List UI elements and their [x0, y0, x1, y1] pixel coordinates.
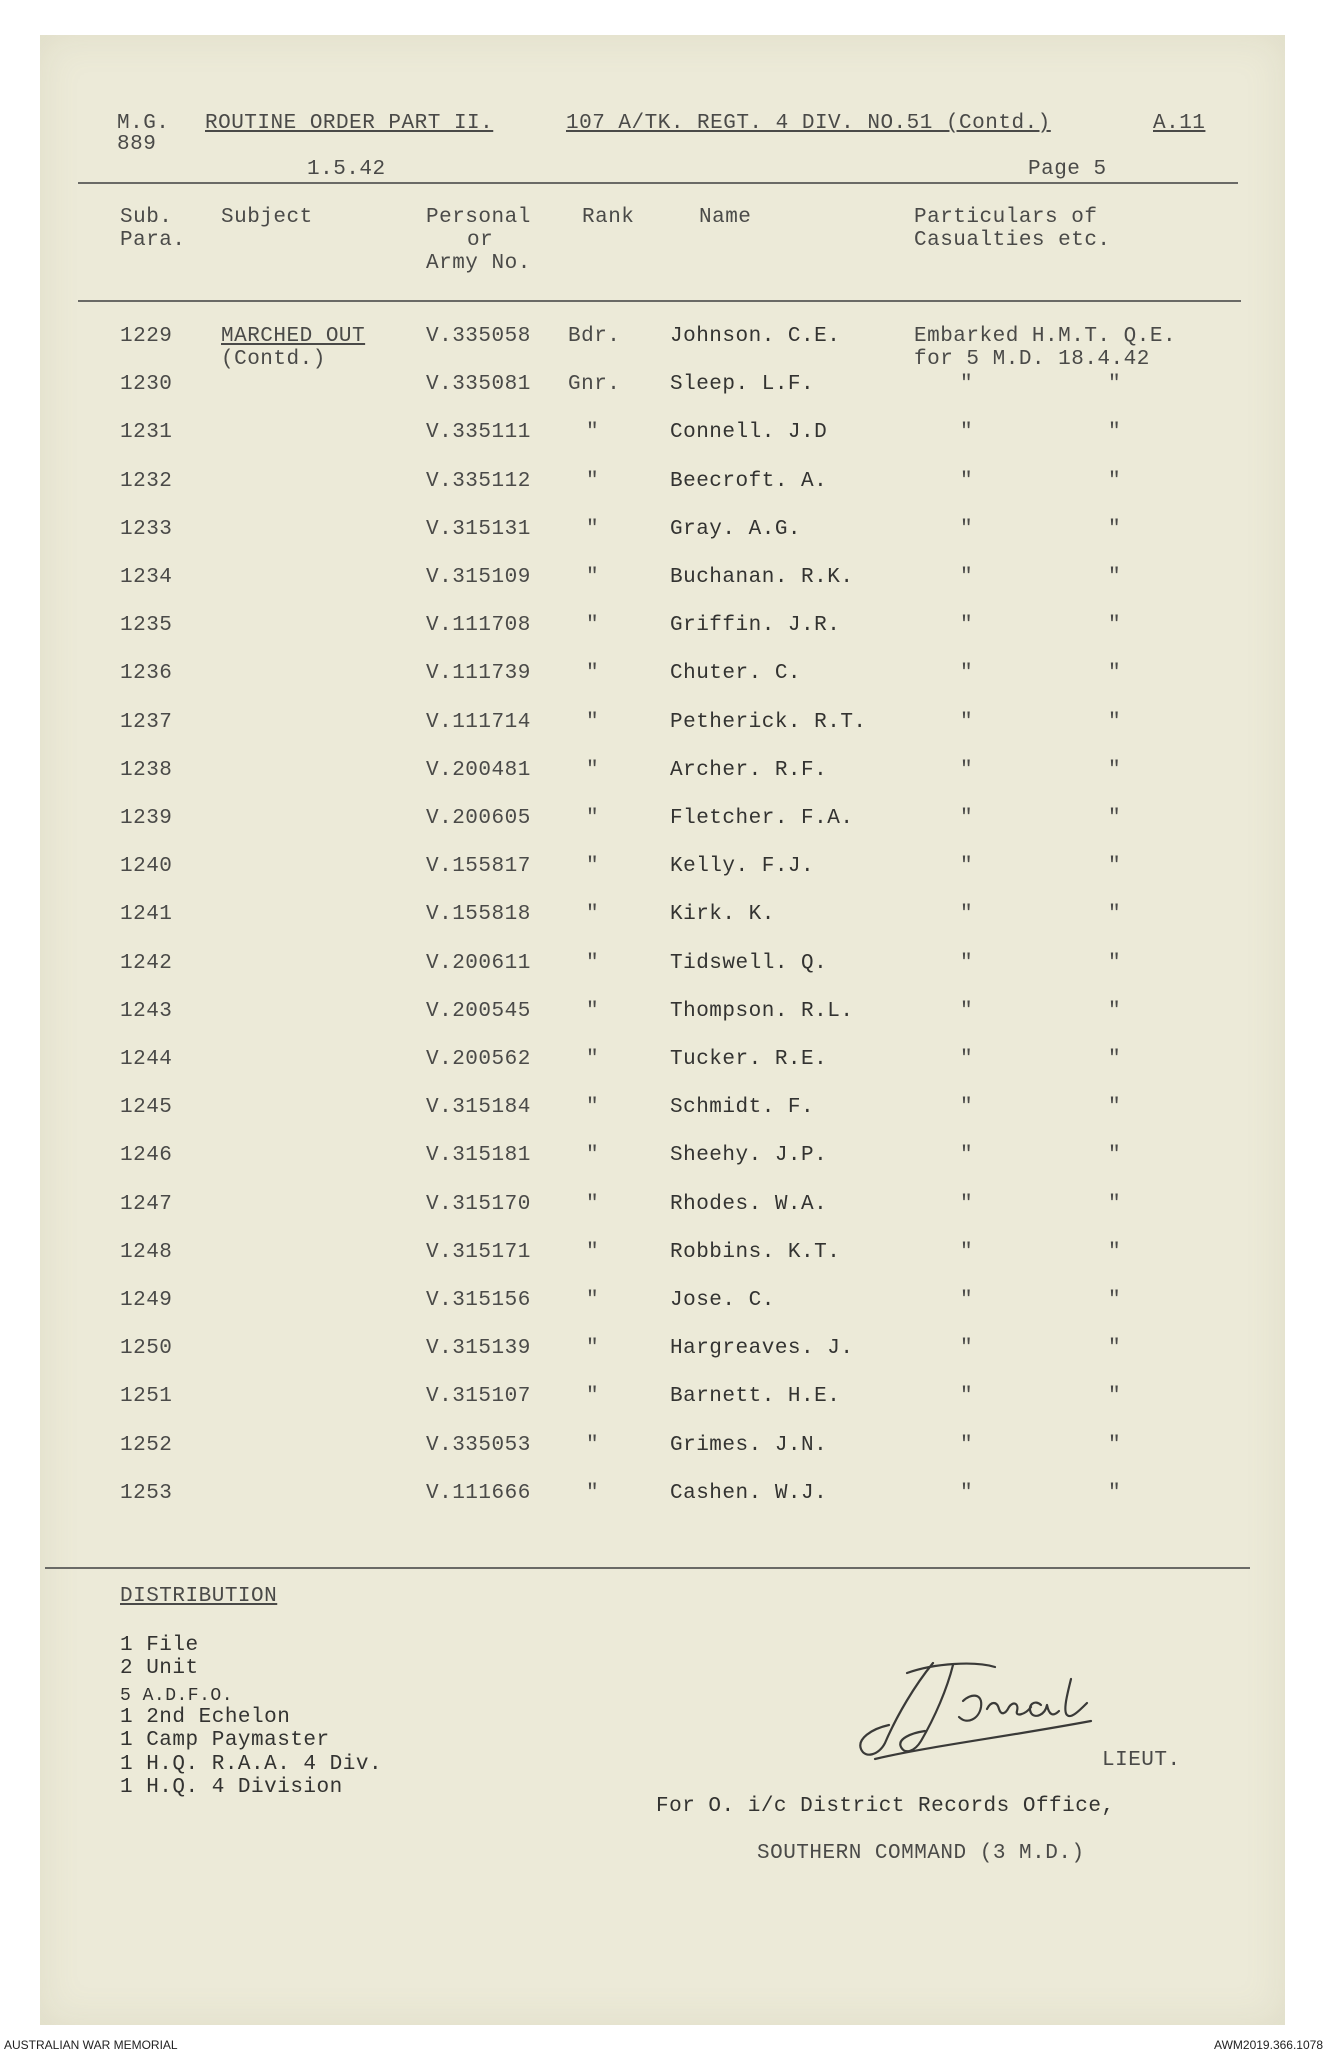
row-particulars-ditto: " — [960, 855, 974, 878]
distribution-item: 1 Camp Paymaster — [120, 1729, 330, 1752]
row-particulars-ditto: " — [960, 470, 974, 493]
row-army-number: V.315139 — [426, 1337, 531, 1360]
row-para-number: 1249 — [120, 1289, 173, 1312]
row-particulars-ditto: " — [1108, 711, 1122, 734]
row-name: Grimes. J.N. — [670, 1434, 828, 1457]
header-rule — [78, 182, 1238, 184]
row-army-number: V.335112 — [426, 470, 531, 493]
row-name: Rhodes. W.A. — [670, 1193, 828, 1216]
row-name: Beecroft. A. — [670, 470, 828, 493]
row-particulars-ditto: " — [1108, 1289, 1122, 1312]
particulars-line-2: for 5 M.D. 18.4.42 — [914, 348, 1150, 371]
row-rank: " — [586, 1289, 600, 1312]
row-army-number: V.111666 — [426, 1482, 531, 1505]
row-para-number: 1251 — [120, 1385, 173, 1408]
col-header-sub: Sub. — [120, 206, 173, 229]
row-para-number: 1240 — [120, 855, 173, 878]
row-para-number: 1252 — [120, 1434, 173, 1457]
document-title: ROUTINE ORDER PART II. — [205, 112, 494, 135]
row-particulars-ditto: " — [960, 1482, 974, 1505]
row-para-number: 1230 — [120, 373, 173, 396]
col-header-personal: Personal — [426, 206, 531, 229]
row-para-number: 1242 — [120, 952, 173, 975]
row-particulars-ditto: " — [1108, 807, 1122, 830]
row-rank: " — [586, 1337, 600, 1360]
row-para-number: 1235 — [120, 614, 173, 637]
row-name: Cashen. W.J. — [670, 1482, 828, 1505]
header-code: M.G. — [117, 112, 170, 135]
row-rank: " — [586, 759, 600, 782]
col-header-particulars: Particulars of — [914, 206, 1098, 229]
row-para-number: 1253 — [120, 1482, 173, 1505]
row-army-number: V.200481 — [426, 759, 531, 782]
row-rank: " — [586, 518, 600, 541]
distribution-item: 2 Unit — [120, 1657, 199, 1680]
row-particulars-ditto: " — [960, 1144, 974, 1167]
row-name: Jose. C. — [670, 1289, 775, 1312]
row-particulars-ditto: " — [1108, 373, 1122, 396]
subject-contd: (Contd.) — [221, 348, 326, 371]
row-particulars-ditto: " — [960, 711, 974, 734]
row-name: Johnson. C.E. — [670, 325, 841, 348]
row-name: Barnett. H.E. — [670, 1385, 841, 1408]
row-name: Petherick. R.T. — [670, 711, 867, 734]
row-particulars-ditto: " — [960, 1385, 974, 1408]
row-name: Thompson. R.L. — [670, 1000, 854, 1023]
handwritten-signature — [855, 1655, 1115, 1765]
row-name: Fletcher. F.A. — [670, 807, 854, 830]
row-rank: " — [586, 1048, 600, 1071]
row-particulars-ditto: " — [960, 903, 974, 926]
row-name: Sheehy. J.P. — [670, 1144, 828, 1167]
distribution-item: 1 2nd Echelon — [120, 1706, 291, 1729]
row-particulars-ditto: " — [960, 1241, 974, 1264]
row-para-number: 1238 — [120, 759, 173, 782]
row-army-number: V.335053 — [426, 1434, 531, 1457]
row-particulars-ditto: " — [1108, 1482, 1122, 1505]
row-army-number: V.315170 — [426, 1193, 531, 1216]
row-para-number: 1239 — [120, 807, 173, 830]
row-name: Buchanan. R.K. — [670, 566, 854, 589]
row-para-number: 1232 — [120, 470, 173, 493]
row-name: Connell. J.D — [670, 421, 828, 444]
row-army-number: V.315107 — [426, 1385, 531, 1408]
row-rank: " — [586, 855, 600, 878]
row-particulars-ditto: " — [960, 1289, 974, 1312]
row-para-number: 1243 — [120, 1000, 173, 1023]
row-name: Griffin. J.R. — [670, 614, 841, 637]
row-army-number: V.315131 — [426, 518, 531, 541]
row-particulars-ditto: " — [960, 952, 974, 975]
row-particulars-ditto: " — [960, 1337, 974, 1360]
col-header-rank: Rank — [582, 206, 635, 229]
row-para-number: 1237 — [120, 711, 173, 734]
row-particulars-ditto: " — [1108, 855, 1122, 878]
row-army-number: V.315181 — [426, 1144, 531, 1167]
row-rank: " — [586, 1096, 600, 1119]
row-para-number: 1229 — [120, 325, 173, 348]
row-army-number: V.315171 — [426, 1241, 531, 1264]
row-army-number: V.335081 — [426, 373, 531, 396]
footer-archive-name: AUSTRALIAN WAR MEMORIAL — [4, 2038, 178, 2052]
distribution-title: DISTRIBUTION — [120, 1585, 278, 1608]
row-rank: " — [586, 1000, 600, 1023]
signatory-rank: LIEUT. — [1102, 1749, 1181, 1772]
row-rank: " — [586, 1385, 600, 1408]
row-particulars-ditto: " — [960, 662, 974, 685]
row-name: Archer. R.F. — [670, 759, 828, 782]
row-particulars-ditto: " — [960, 807, 974, 830]
subject-marched-out: MARCHED OUT — [221, 325, 366, 348]
row-rank: " — [586, 807, 600, 830]
col-header-or: or — [467, 229, 494, 252]
column-header-rule — [78, 300, 1241, 302]
row-rank: " — [586, 1241, 600, 1264]
row-particulars-ditto: " — [1108, 903, 1122, 926]
row-particulars-ditto: " — [960, 1048, 974, 1071]
col-header-para: Para. — [120, 229, 186, 252]
row-rank: " — [586, 952, 600, 975]
row-particulars-ditto: " — [960, 373, 974, 396]
row-particulars-ditto: " — [960, 566, 974, 589]
row-army-number: V.200605 — [426, 807, 531, 830]
row-rank: " — [586, 1193, 600, 1216]
distribution-item: 5 A.D.F.O. — [120, 1686, 234, 1706]
row-particulars-ditto: " — [960, 1096, 974, 1119]
header-number: 889 — [117, 133, 157, 156]
row-particulars-ditto: " — [1108, 1241, 1122, 1264]
distribution-item: 1 H.Q. R.A.A. 4 Div. — [120, 1753, 383, 1776]
row-particulars-ditto: " — [1108, 614, 1122, 637]
row-army-number: V.200562 — [426, 1048, 531, 1071]
row-army-number: V.111739 — [426, 662, 531, 685]
row-para-number: 1233 — [120, 518, 173, 541]
document-date: 1.5.42 — [307, 158, 386, 181]
row-rank: " — [586, 711, 600, 734]
row-army-number: V.111714 — [426, 711, 531, 734]
row-name: Chuter. C. — [670, 662, 802, 685]
row-particulars-ditto: " — [1108, 1337, 1122, 1360]
row-rank: " — [586, 566, 600, 589]
row-particulars-ditto: " — [1108, 1096, 1122, 1119]
row-army-number: V.315184 — [426, 1096, 531, 1119]
row-rank: " — [586, 1482, 600, 1505]
row-name: Sleep. L.F. — [670, 373, 815, 396]
row-particulars-ditto: " — [1108, 1385, 1122, 1408]
row-particulars-ditto: " — [1108, 1048, 1122, 1071]
row-rank: " — [586, 470, 600, 493]
distribution-item: 1 File — [120, 1634, 199, 1657]
particulars-line-1: Embarked H.M.T. Q.E. — [914, 325, 1177, 348]
row-particulars-ditto: " — [960, 614, 974, 637]
row-para-number: 1241 — [120, 903, 173, 926]
row-particulars-ditto: " — [1108, 759, 1122, 782]
row-army-number: V.200611 — [426, 952, 531, 975]
signatory-command: SOUTHERN COMMAND (3 M.D.) — [757, 1842, 1085, 1865]
row-army-number: V.111708 — [426, 614, 531, 637]
row-particulars-ditto: " — [1108, 1000, 1122, 1023]
row-para-number: 1244 — [120, 1048, 173, 1071]
col-header-subject: Subject — [221, 206, 313, 229]
row-para-number: 1236 — [120, 662, 173, 685]
row-army-number: V.200545 — [426, 1000, 531, 1023]
row-rank: " — [586, 1144, 600, 1167]
row-particulars-ditto: " — [960, 421, 974, 444]
row-particulars-ditto: " — [1108, 662, 1122, 685]
row-name: Tucker. R.E. — [670, 1048, 828, 1071]
row-particulars-ditto: " — [1108, 1193, 1122, 1216]
row-particulars-ditto: " — [960, 1434, 974, 1457]
row-name: Kelly. F.J. — [670, 855, 815, 878]
row-name: Schmidt. F. — [670, 1096, 815, 1119]
row-para-number: 1245 — [120, 1096, 173, 1119]
row-rank: Bdr. — [568, 325, 621, 348]
reference-code: A.11 — [1153, 112, 1206, 135]
row-para-number: 1231 — [120, 421, 173, 444]
row-army-number: V.335058 — [426, 325, 531, 348]
row-para-number: 1234 — [120, 566, 173, 589]
row-particulars-ditto: " — [960, 518, 974, 541]
row-army-number: V.335111 — [426, 421, 531, 444]
row-para-number: 1248 — [120, 1241, 173, 1264]
row-name: Tidswell. Q. — [670, 952, 828, 975]
row-rank: " — [586, 903, 600, 926]
row-army-number: V.315156 — [426, 1289, 531, 1312]
row-particulars-ditto: " — [1108, 566, 1122, 589]
col-header-casualties: Casualties etc. — [914, 229, 1111, 252]
footer-archive-ref: AWM2019.366.1078 — [1214, 2038, 1323, 2052]
row-particulars-ditto: " — [1108, 952, 1122, 975]
row-para-number: 1247 — [120, 1193, 173, 1216]
row-name: Kirk. K. — [670, 903, 775, 926]
row-rank: " — [586, 1434, 600, 1457]
row-particulars-ditto: " — [1108, 1434, 1122, 1457]
distribution-item: 1 H.Q. 4 Division — [120, 1776, 343, 1799]
table-bottom-rule — [45, 1567, 1250, 1569]
row-para-number: 1250 — [120, 1337, 173, 1360]
page-number: Page 5 — [1028, 158, 1107, 181]
row-rank: " — [586, 662, 600, 685]
row-particulars-ditto: " — [960, 1000, 974, 1023]
row-name: Robbins. K.T. — [670, 1241, 841, 1264]
unit-title: 107 A/TK. REGT. 4 DIV. NO.51 (Contd.) — [566, 112, 1051, 135]
row-particulars-ditto: " — [1108, 421, 1122, 444]
row-name: Gray. A.G. — [670, 518, 802, 541]
row-name: Hargreaves. J. — [670, 1337, 854, 1360]
row-army-number: V.155817 — [426, 855, 531, 878]
col-header-army-no: Army No. — [426, 252, 531, 275]
row-particulars-ditto: " — [960, 1193, 974, 1216]
col-header-name: Name — [699, 206, 752, 229]
signatory-office: For O. i/c District Records Office, — [656, 1795, 1115, 1818]
row-particulars-ditto: " — [1108, 518, 1122, 541]
row-particulars-ditto: " — [1108, 1144, 1122, 1167]
row-army-number: V.315109 — [426, 566, 531, 589]
row-particulars-ditto: " — [1108, 470, 1122, 493]
row-army-number: V.155818 — [426, 903, 531, 926]
row-particulars-ditto: " — [960, 759, 974, 782]
row-rank: " — [586, 421, 600, 444]
row-rank: Gnr. — [568, 373, 621, 396]
row-rank: " — [586, 614, 600, 637]
row-para-number: 1246 — [120, 1144, 173, 1167]
